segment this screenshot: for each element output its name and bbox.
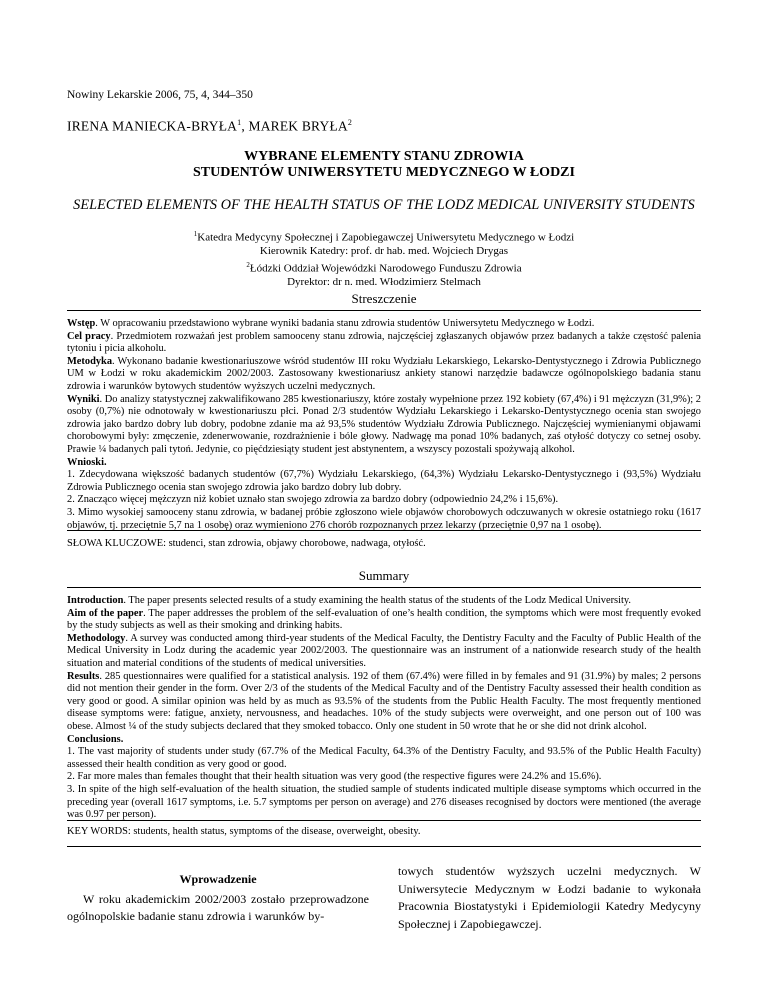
author-separator: , <box>241 118 249 134</box>
summary-conclusion-2: 2. Far more males than females thought that their health situation was very good (the respective figures were 24.2% and 15.6%). <box>67 771 602 783</box>
author-2-affil-mark: 2 <box>347 118 353 127</box>
summary-aim: Aim of the paper. The paper addresses the problem of the self-evaluation of one’s health condition, the symptoms which were most frequently evoked by the study subjects as well as their smoking and drinking habits. <box>67 607 701 632</box>
summary-methodology: Methodology. A survey was conducted among third-year students of the Medical Faculty, the Dentistry Faculty and the Faculty of Public Health of the Medical University in Lodz during the academic year 2002/2003. The questionnaire was an instrument of a nationwide research study of the health situation and material conditions of the students of medical universities. <box>67 632 701 669</box>
affiliation-1-mark: 1 <box>193 230 198 238</box>
divider <box>67 846 701 847</box>
wprowadzenie-text-left: W roku akademickim 2002/2003 zostało przeprowadzone ogólnopolskie badanie stanu zdrowia i warunków by- <box>67 891 369 923</box>
slowa-kluczowe: SŁOWA KLUCZOWE: studenci, stan zdrowia, objawy chorobowe, nadwaga, otyłość. <box>67 538 426 549</box>
title-polish <box>0 149 768 181</box>
wprowadzenie-text-right: towych studentów wyższych uczelni medycznych. W Uniwersytecie Medycznym w Łodzi badanie to wykonała Pracownia Biostatystyki i Epidemiologii Katedry Medycyny Społecznej i Zapobiegawczej. <box>398 864 701 931</box>
affiliation-1: $^1$Katedra Medycyny Społecznej i Zapobiegawczej Uniwersytetu Medycznego w Łodzi <box>193 230 575 244</box>
summary-introduction: Introduction. The paper presents selected results of a study examining the health status of the students of the Lodz Medical University. <box>67 595 631 606</box>
streszczenie-wniosek-3: 3. Mimo wysokiej samooceny stanu zdrowia, w badanej próbie zgłoszono wiele objawów chorobowych odczuwanych w okresie ostatniego roku (1617 objawów, tj. przeciętnie 5,7 na 1 osobę) oraz wymieniono 276 chorób rozpoznanych przez lekarzy (przeciętnie 0,97 na 1 osobę). <box>67 506 701 531</box>
author-2: MAREK BRYŁA <box>248 118 348 134</box>
title-polish-line-1: WYBRANE ELEMENTY STANU ZDROWIA <box>244 149 524 164</box>
summary-heading: Summary <box>358 568 410 583</box>
author-1: IRENA MANIECKA-BRYŁA <box>67 118 238 134</box>
divider <box>67 530 701 531</box>
title-polish-line-2: STUDENTÓW UNIWERSYTETU MEDYCZNEGO W ŁODZI <box>193 165 575 180</box>
divider <box>67 820 701 821</box>
wprowadzenie-heading: Wprowadzenie <box>179 872 257 886</box>
affiliation-2-head: Dyrektor: dr n. med. Włodzimierz Stelmach <box>287 275 481 288</box>
streszczenie-heading: Streszczenie <box>351 291 417 306</box>
streszczenie-wyniki: Wyniki. Do analizy statystycznej zakwalifikowano 285 kwestionariuszy, które zostały wypełnione przez 192 kobiety (67,4%) i 91 mężczyzn (31,9%); 2 osoby (0,7%) nie odnotowały w kwestionariuszu płci. Ponad 2/3 studentów Wydziału Lekarskiego i Lekarsko-Dentystycznego ocenia stan swojego zdrowia jako bardzo dobry lub dobry, podobne zdanie ma aż 93,5% studentów Wydziału Zdrowia Publicznego. Najczęściej wymienianymi objawami chorobowymi były: zmęczenie, zdenerwowanie, rozdrażnienie i bóle głowy. Nadwagę ma ponad 10% badanych, zaś otyłość dotyczy co setnej osoby. Prawie ¼ badanych pali tytoń. Jedynie, co pięćdziesiąty student jest abstynentem, a wszyscy pozostali spożywają alkohol. <box>67 393 701 455</box>
streszczenie-cel: Cel pracy. Przedmiotem rozważań jest problem samooceny stanu zdrowia, najczęściej zgłaszanych objawów przez badanych a także częstość palenia tytoniu i picia alkoholu. <box>67 330 702 355</box>
streszczenie-wniosek-1: 1. Zdecydowana większość badanych studentów (67,7%) Wydziału Lekarskiego, (64,3%) Wydziału Lekarsko-Dentystycznego i (93,5%) Wydziału Zdrowia Publicznego ocenia stan swojego zdrowia jako bardzo dobry lub dobry. <box>67 469 701 493</box>
affiliation-1-head: Kierownik Katedry: prof. dr hab. med. Wojciech Drygas <box>259 245 509 258</box>
author-1-affil-mark: 1 <box>237 118 242 127</box>
affiliations <box>0 228 768 289</box>
summary-conclusions-heading: Conclusions. <box>67 733 124 745</box>
body-column-left <box>67 863 369 926</box>
summary-body <box>67 595 701 822</box>
summary-results: Results. 285 questionnaires were qualified for a statistical analysis. 192 of them (67.4%) were filled in by females and 91 (31.9%) by males; 2 persons did not mention their gender in the form. Over 2/3 of the students of the Medical Faculty and of the Dentistry Faculty assessed their health condition as very good or good. A similar opinion was held by as much as 93.5% of the students from the Public Health Faculty. The most frequently mentioned disease symptoms were: fatigue, anxiety, nervousness, and headaches. 10% of the study subjects were overweight, and one person out of 100 was obese. Almost ¼ of the study subjects declared that they smoked tobacco. Only one student in 50 wrote that he or she did not drink alcohol. <box>67 670 701 732</box>
journal-citation: Nowiny Lekarskie 2006, 75, 4, 344–350 <box>67 89 253 101</box>
summary-conclusion-1: 1. The vast majority of students under study (67.7% of the Medical Faculty, 64.3% of the Dentistry Faculty, and 93.5% of the Public Health Faculty) assessed their health condition as very good or good. <box>67 746 701 770</box>
divider <box>67 587 701 588</box>
streszczenie-wnioski-heading: Wnioski. <box>67 456 107 468</box>
title-english: SELECTED ELEMENTS OF THE HEALTH STATUS OF THE LODZ MEDICAL UNIVERSITY STUDENTS <box>73 197 695 213</box>
summary-conclusion-3: 3. In spite of the high self-evaluation of the health situation, the studied sample of students indicated multiple disease symptoms which occurred in the preceding year (overall 1617 symptoms, i.e. 5.7 symptoms per person on average) and 276 diseases recognised by doctors were mentioned (the average was 0.97 per person). <box>67 783 701 821</box>
body-column-right <box>398 863 701 933</box>
key-words: KEY WORDS: students, health status, symptoms of the disease, overweight, obesity. <box>67 826 421 837</box>
streszczenie-body <box>67 318 701 532</box>
streszczenie-wniosek-2: 2. Znacząco więcej mężczyzn niż kobiet uznało stan swojego zdrowia za bardzo dobry (odpowiednio 24,2% i 15,6%). <box>67 494 559 506</box>
streszczenie-wstep: Wstęp. W opracowaniu przedstawiono wybrane wyniki badania stanu zdrowia studentów Uniwersytetu Medycznego w Łodzi. <box>67 318 595 329</box>
streszczenie-metodyka: Metodyka. Wykonano badanie kwestionariuszowe wśród studentów III roku Wydziału Lekarskiego, Lekarsko-Dentystycznego i Zdrowia Publicznego UM w Łodzi w roku akademickim 2002/2003. Zastosowany kwestionariusz ankiety stanowi narzędzie badawcze ogólnopolskiego badania stanu zdrowia i warunków bytowych studentów wyższych uczelni medycznych. <box>67 355 701 392</box>
affiliation-2: $^2$Łódzki Oddział Wojewódzki Narodowego Funduszu Zdrowia <box>246 260 522 275</box>
affiliation-2-mark: 2 <box>246 260 250 269</box>
divider <box>67 310 701 311</box>
author-line <box>67 118 352 135</box>
